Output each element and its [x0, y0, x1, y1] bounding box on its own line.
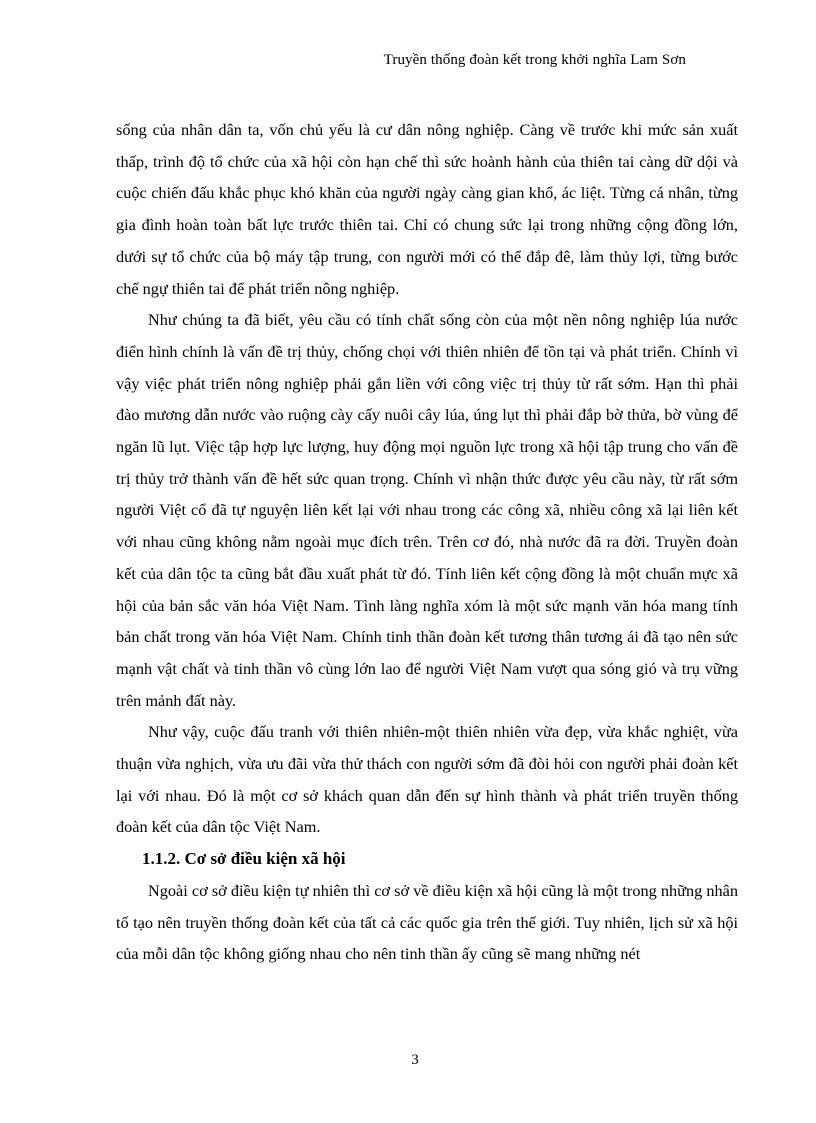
body-paragraph-4: Ngoài cơ sở điều kiện tự nhiên thì cơ sở về điều kiện xã hội cũng là một trong những nhân tố tạo nên truyền thống đoàn kết của tất cả các quốc gia trên thế giới. Tuy nhiên, lịch sử xã hội của mỗi dân tộc không giống nhau cho nên tinh thần ấy cũng sẽ mang những nét	[116, 880, 738, 964]
body-paragraph-1: sống của nhân dân ta, vốn chủ yếu là cư dân nông nghiệp. Càng về trước khi mức sản xuất thấp, trình độ tổ chức của xã hội còn hạn chế thì sức hoành hành của thiên tai càng dữ dội và cuộc chiến đấu khắc phục khó khăn của người ngày càng gian khổ, ác liệt. Từng cá nhân, từng gia đình hoàn toàn bất lực trước thiên tai. Chỉ có chung sức lại trong những cộng đồng lớn, dưới sự tổ chức của bộ máy tập trung, con người mới có thể đắp đê, làm thủy lợi, từng bước chế ngự thiên tai để phát triển nông nghiệp.	[116, 120, 738, 298]
body-paragraph-2: Như chúng ta đã biết, yêu cầu có tính chất sống còn của một nền nông nghiệp lúa nước điển hình chính là vấn đề trị thủy, chống chọi với thiên nhiên để tồn tại và phát triển. Chính vì vậy việc phát triển nông nghiệp phải gắn liền với công việc trị thủy từ rất sớm. Hạn thì phải đào mương dẫn nước vào ruộng cày cấy nuôi cây lúa, úng lụt thì phải đắp bờ thửa, bờ vùng để ngăn lũ lụt. Việc tập hợp lực lượng, huy động mọi nguồn lực trong xã hội tập trung cho vấn đề trị thủy trở thành vấn đề hết sức quan trọng. Chính vì nhận thức được yêu cầu này, từ rất sớm người Việt cổ đã tự nguyện liên kết lại với nhau trong các công xã, nhiều công xã lại liên kết với nhau cũng không nằm ngoài mục đích trên. Trên cơ đó, nhà nước đã ra đời. Truyền đoàn kết của dân tộc ta cũng bắt đầu xuất phát từ đó. Tính liên kết cộng đồng là một chuẩn mực xã hội của bản sắc văn hóa Việt Nam. Tình làng nghĩa xóm là một sức mạnh văn hóa mang tính bản chất trong văn hóa Việt Nam. Chính tinh thần đoàn kết tương thân tương ái đã tạo nên sức mạnh vật chất và tinh thần vô cùng lớn lao để người Việt Nam vượt qua sóng gió và trụ vững trên mảnh đất này.	[116, 310, 738, 710]
section-heading: 1.1.2. Cơ sở điều kiện xã hội	[142, 849, 346, 869]
page-body	[116, 114, 738, 970]
body-paragraph-3: Như vậy, cuộc đấu tranh với thiên nhiên-một thiên nhiên vừa đẹp, vừa khắc nghiệt, vừa thuận vừa nghịch, vừa ưu đãi vừa thử thách con người sớm đã đòi hỏi con người phải đoàn kết lại với nhau. Đó là một cơ sở khách quan dẫn đến sự hình thành và phát triển truyền thống đoàn kết của dân tộc Việt Nam.	[116, 722, 738, 837]
running-header: Truyền thống đoàn kết trong khởi nghĩa Lam Sơn	[383, 52, 686, 68]
page-number: 3	[411, 1052, 419, 1068]
